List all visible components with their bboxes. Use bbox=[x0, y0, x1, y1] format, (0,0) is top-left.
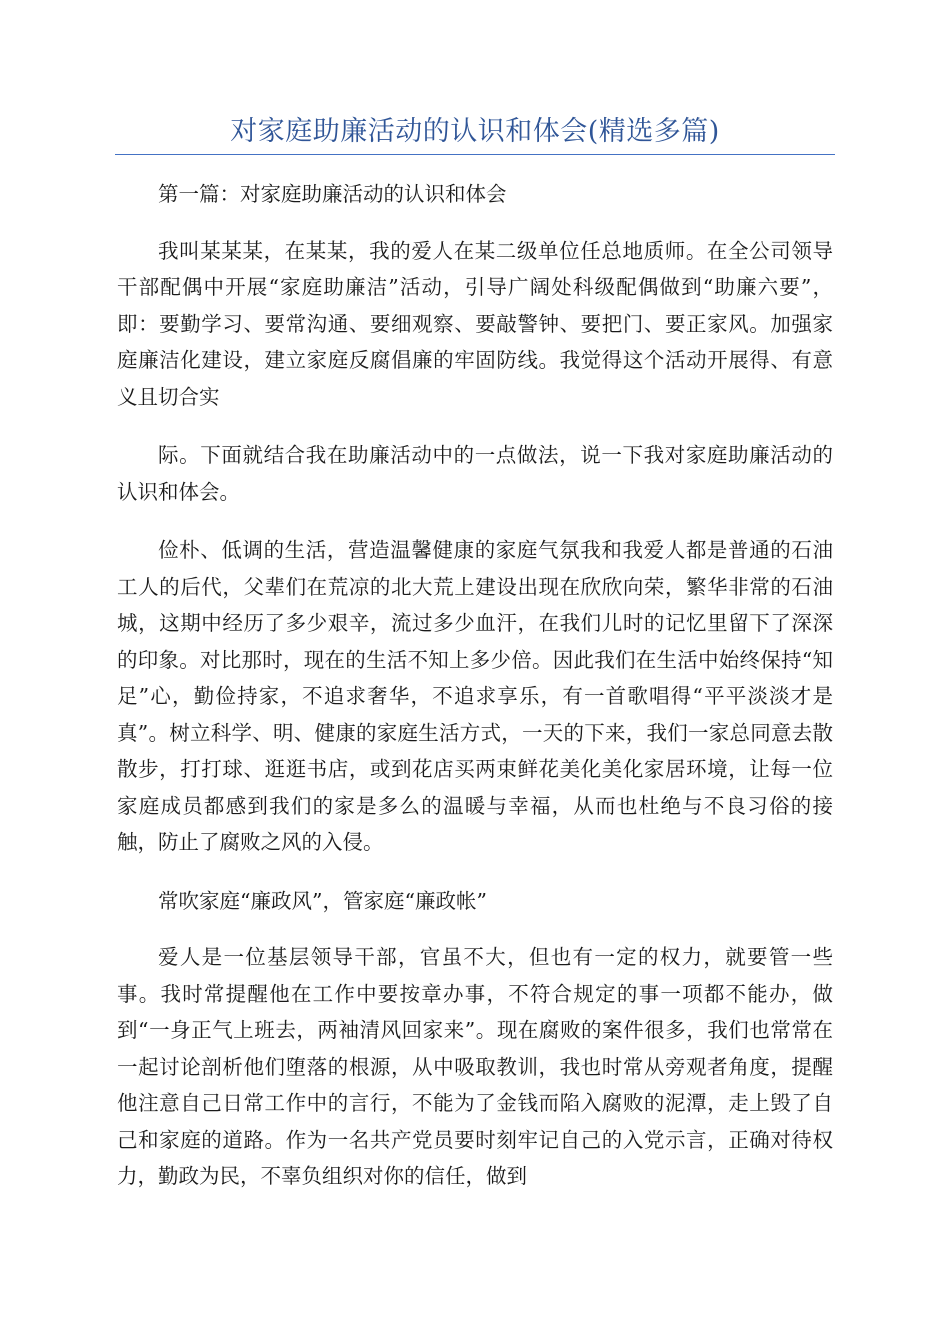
subsection-heading: 常吹家庭“廉政风”，管家庭“廉政帐” bbox=[158, 888, 487, 913]
body-paragraph: 爱人是一位基层领导干部，官虽不大，但也有一定的权力，就要管一些事。我时常提醒他在工作中要按章办事，不符合规定的事一项都不能办，做到“一身正气上班去，两袖清风回家来”。现在腐败的案件很多，我们也常常在一起讨论剖析他们堕落的根源，从中吸取教训，我也时常从旁观者角度，提醒他注意自己日常工作中的言行，不能为了金钱而陷入腐败的泥潭，走上毁了自己和家庭的道路。作为一名共产党员要时刻牢记自己的入党示言，正确对待权力，勤政为民，不辜负组织对你的信任，做到 bbox=[117, 945, 833, 1188]
body-paragraph: 俭朴、低调的生活，营造温馨健康的家庭气氛我和我爱人都是普通的石油工人的后代，父辈们在荒凉的北大荒上建设出现在欣欣向荣，繁华非常的石油城，这期中经历了多少艰辛，流过多少血汗，在我们儿时的记忆里留下了深深的印象。对比那时，现在的生活不知上多少倍。因此我们在生活中始终保持“知足”心，勤俭持家，不追求奢华，不追求享乐，有一首歌唱得“平平淡淡才是真”。树立科学、明、健康的家庭生活方式，一天的下来，我们一家总同意去散散步，打打球、逛逛书店，或到花店买两束鲜花美化美化家居环境，让每一位家庭成员都感到我们的家是多么的温暖与幸福，从而也杜绝与不良习俗的接触，防止了腐败之风的入侵。 bbox=[117, 538, 833, 854]
title-underline bbox=[115, 154, 835, 155]
body-paragraph: 际。下面就结合我在助廉活动中的一点做法，说一下我对家庭助廉活动的认识和体会。 bbox=[117, 443, 833, 504]
section-heading: 第一篇：对家庭助廉活动的认识和体会 bbox=[158, 182, 507, 206]
body-paragraph: 我叫某某某，在某某，我的爱人在某二级单位任总地质师。在全公司领导干部配偶中开展“家庭助廉洁”活动，引导广阔处科级配偶做到“助廉六要”，即：要勤学习、要常沟通、要细观察、要敲警钟、要把门、要正家风。加强家庭廉洁化建设，建立家庭反腐倡廉的牢固防线。我觉得这个活动开展得、有意义且切合实 bbox=[117, 238, 833, 409]
document-title: 对家庭助廉活动的认识和体会(精选多篇) bbox=[230, 116, 720, 147]
document-body bbox=[117, 176, 833, 1217]
